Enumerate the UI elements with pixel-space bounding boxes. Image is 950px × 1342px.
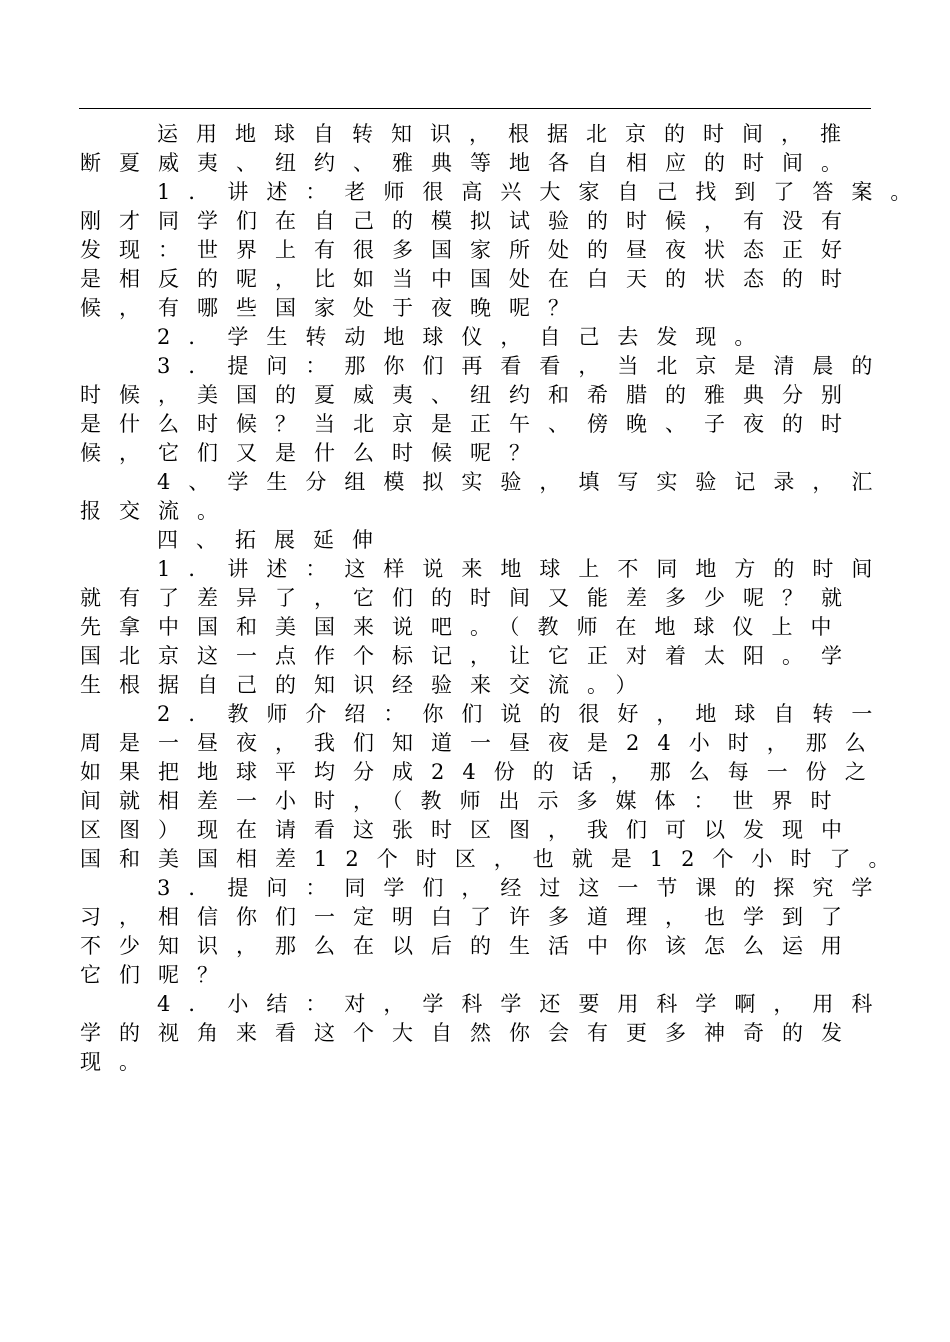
text-line: 断夏威夷、纽约、雅典等地各自相应的时间。 bbox=[80, 151, 860, 175]
text-line: 候，有哪些国家处于夜晚呢？ bbox=[80, 296, 587, 320]
text-line: 2．教师介绍：你们说的很好，地球自转一 bbox=[157, 702, 891, 726]
text-line: 报交流。 bbox=[80, 499, 236, 523]
text-line: 发现：世界上有很多国家所处的昼夜状态正好 bbox=[80, 238, 860, 262]
text-line: 4．小结：对，学科学还要用科学啊，用科 bbox=[157, 992, 891, 1016]
text-line: 2．学生转动地球仪，自己去发现。 bbox=[157, 325, 774, 349]
text-line: 生根据自己的知识经验来交流。） bbox=[80, 673, 655, 697]
text-line: 是相反的呢，比如当中国处在白天的状态的时 bbox=[80, 267, 860, 291]
text-line: 1．讲述：这样说来地球上不同地方的时间 bbox=[157, 557, 891, 581]
text-line: 3．提问：那你们再看看，当北京是清晨的 bbox=[157, 354, 891, 378]
body-text bbox=[80, 120, 930, 1077]
text-line: 不少知识，那么在以后的生活中你该怎么运用 bbox=[80, 934, 860, 958]
text-line: 刚才同学们在自己的模拟试验的时候，有没有 bbox=[80, 209, 860, 233]
text-line: 国北京这一点作个标记，让它正对着太阳。学 bbox=[80, 644, 860, 668]
text-line: 4、学生分组模拟实验，填写实验记录，汇 bbox=[157, 470, 891, 494]
text-line: 3．提问：同学们，经过这一节课的探究学 bbox=[157, 876, 891, 900]
text-line: 区图）现在请看这张时区图，我们可以发现中 bbox=[80, 818, 860, 842]
text-line: 1．讲述：老师很高兴大家自己找到了答案。 bbox=[157, 180, 930, 204]
text-line: 就有了差异了，它们的时间又能差多少呢？就 bbox=[80, 586, 860, 610]
text-line: 是什么时候？当北京是正午、傍晚、子夜的时 bbox=[80, 412, 860, 436]
text-line: 它们呢？ bbox=[80, 963, 236, 987]
text-line: 候，它们又是什么时候呢？ bbox=[80, 441, 548, 465]
text-line: 习，相信你们一定明白了许多道理，也学到了 bbox=[80, 905, 860, 929]
text-line: 周是一昼夜，我们知道一昼夜是24小时，那么 bbox=[80, 731, 884, 755]
text-line: 时候，美国的夏威夷、纽约和希腊的雅典分别 bbox=[80, 383, 860, 407]
text-line: 先拿中国和美国来说吧。（教师在地球仪上中 bbox=[80, 615, 850, 639]
header-rule bbox=[79, 108, 871, 109]
text-line: 学的视角来看这个大自然你会有更多神奇的发 bbox=[80, 1021, 860, 1045]
text-line: 间就相差一小时，（教师出示多媒体：世界时 bbox=[80, 789, 850, 813]
text-line: 如果把地球平均分成24份的话，那么每一份之 bbox=[80, 760, 884, 784]
text-line: 国和美国相差12个时区，也就是12个小时了。 bbox=[80, 847, 908, 871]
text-line: 现。 bbox=[80, 1050, 158, 1074]
text-line: 四、拓展延伸 bbox=[157, 528, 391, 552]
text-line: 运用地球自转知识，根据北京的时间，推 bbox=[157, 122, 859, 146]
